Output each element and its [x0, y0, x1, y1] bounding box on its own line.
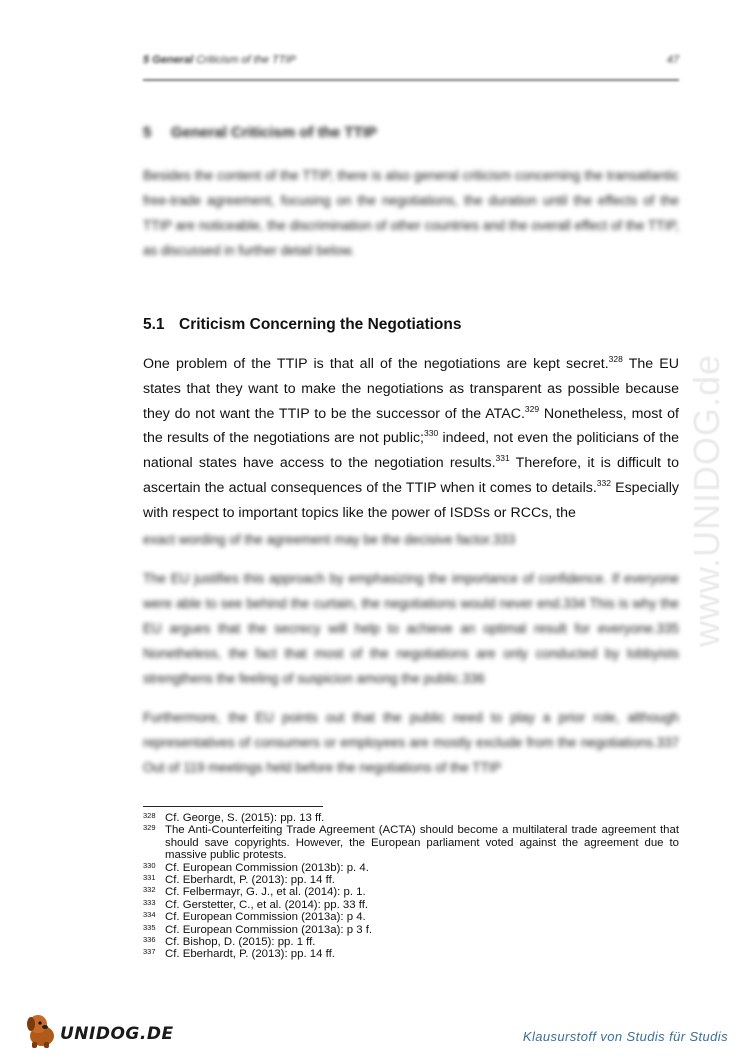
footnote-divider [143, 806, 323, 807]
footnote [143, 812, 679, 824]
section-title: Criticism Concerning the Negotiations [179, 316, 462, 333]
footnote-number: 330 [143, 860, 156, 870]
footnote-text: Cf. Bishop, D. (2015): pp. 1 ff. [165, 936, 316, 949]
footnote [143, 911, 679, 923]
sentence: One problem of the TTIP is that all of the negotiations are kept secret. [143, 356, 609, 372]
footnote-text: Cf. European Commission (2013b): p. 4. [165, 861, 369, 874]
chapter-number: 5 [143, 124, 152, 141]
dog-icon [24, 1010, 62, 1050]
running-header [143, 54, 679, 72]
footnote [143, 874, 679, 886]
section-heading [143, 316, 679, 334]
running-header-title [143, 54, 296, 66]
sentence: Especially with respect to important topics like the power of ISDSs or RCCs, the [143, 479, 679, 521]
footnote-number: 335 [143, 922, 156, 932]
footnote-number: 337 [143, 947, 156, 957]
footnote-ref: 332 [596, 477, 611, 488]
logo-text: UNIDOG.DE [60, 1024, 174, 1044]
footnote-text: Cf. Eberhardt, P. (2013): pp. 14 ff. [165, 948, 335, 961]
footnote-number: 334 [143, 910, 156, 920]
footnote-text: Cf. Felbermayr, G. J., et al. (2014): p. 1. [165, 886, 366, 899]
footnote [143, 948, 679, 960]
section-number: 5.1 [143, 316, 165, 333]
footnote [143, 899, 679, 911]
tagline: Klausurstoff von Studis für Studis [522, 1029, 728, 1044]
footnote-number: 331 [143, 873, 156, 883]
sentence: The EU states that they want to make the negotiations as transparent as possible because they do not want the TTIP to be the successor of the ATAC. [143, 356, 679, 422]
watermark: www.UNIDOG.de [686, 353, 727, 648]
footnote [143, 862, 679, 874]
page-number: 47 [666, 54, 679, 66]
running-header-chapter-name: Criticism of the TTIP [196, 54, 296, 66]
footnote [143, 936, 679, 948]
body-paragraph-3: Furthermore, the EU points out that the public need to play a prior role, although representatives of consumers or employees are mostly exclude from the negotiations.337 Out of 119 meetings held before the negotiations of the TTIP [143, 710, 679, 775]
body-paragraph-1 [143, 352, 679, 526]
running-header-chapter: 5 General [143, 54, 194, 66]
footnote-text: Cf. European Commission (2013a): p 4. [165, 911, 366, 924]
footnote-number: 333 [143, 897, 156, 907]
footnotes [143, 812, 679, 961]
sentence: indeed, not even the politicians of the national states have access to the negotiation results. [143, 430, 679, 472]
sentence: Therefore, it is difficult to ascertain the actual consequences of the TTIP when it comes to details. [143, 455, 679, 496]
footnote-text: Cf. Gerstetter, C., et al. (2014): pp. 33 ff. [165, 898, 369, 911]
footnote-number: 336 [143, 935, 156, 945]
footnote [143, 924, 679, 936]
footnote-number: 328 [143, 811, 156, 820]
footnote-text: The Anti-Counterfeiting Trade Agreement (ACTA) should become a multilateral trade agreement that should save copyrights. However, the European parliament voted against the agreement due to massive public protests. [165, 824, 679, 862]
footnote-ref: 330 [424, 428, 439, 439]
footnote [143, 824, 679, 861]
header-divider [143, 79, 679, 81]
footnote-number: 329 [143, 823, 156, 833]
chapter-intro-paragraph: Besides the content of the TTIP, there is also general criticism concerning the transatlantic free-trade agreement, focusing on the negotiations, the duration until the effects of the TTIP are noticeable, the discrimination of other countries and the overall effect of the TTIP, as discussed in further detail below. [143, 168, 679, 258]
unidog-logo[interactable] [22, 1010, 172, 1050]
footnote-number: 332 [143, 885, 156, 895]
sentence: Nonetheless, most of the results of the negotiations are not public; [143, 405, 679, 447]
footnote-text: Cf. European Commission (2013a): p 3 f. [165, 923, 373, 936]
chapter-heading [143, 124, 679, 141]
chapter-title: General Criticism of the TTIP [171, 124, 377, 141]
body-paragraph-2: The EU justifies this approach by emphasizing the importance of confidence. If everyone were able to see behind the curtain, the negotiations would never end.334 This is why the EU argues that the secrecy will help to achieve an optimal result for everyone.335 Nonetheless, the fact that most of the negotiations are only conducted by lobbyists strengthens the feeling of suspicion among the public.336 [143, 571, 679, 686]
blurred-line: exact wording of the agreement may be the decisive factor.333 [143, 532, 516, 547]
footnote [143, 886, 679, 898]
footnote-ref: 329 [524, 403, 540, 414]
footnote-text: Cf. George, S. (2015): pp. 13 ff. [165, 812, 325, 824]
footnote-text: Cf. Eberhardt, P. (2013): pp. 14 ff. [165, 874, 335, 887]
footnote-ref: 331 [495, 453, 510, 464]
footnote-ref: 328 [608, 354, 623, 364]
